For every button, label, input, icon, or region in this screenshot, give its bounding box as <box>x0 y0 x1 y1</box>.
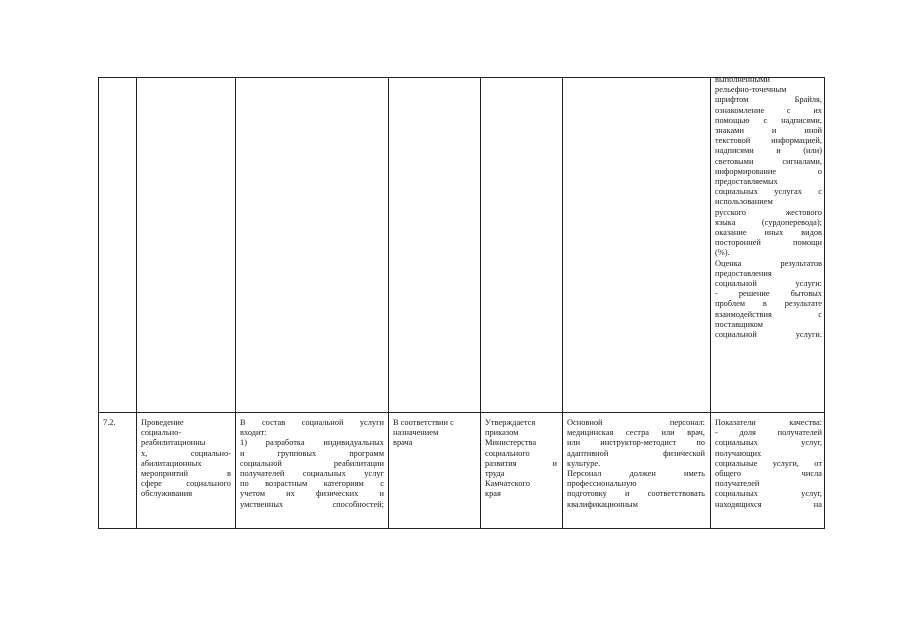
row-number: 7.2. <box>103 418 116 427</box>
service-content-line: социальной реабилитации <box>240 458 384 468</box>
quality-text-line: помощью с надписями, <box>715 115 822 125</box>
quality-indicator-line: социальных услуг, <box>715 438 822 448</box>
quality-indicator-line: Показатели качества: <box>715 418 822 427</box>
approval-line: социального <box>485 448 530 458</box>
staff-line: адаптивной физической <box>567 448 705 458</box>
service-term-line: В соответствии с <box>393 418 454 427</box>
service-name-line: Проведение <box>141 418 184 427</box>
table-border <box>136 77 137 529</box>
quality-text-line: предоставления <box>715 268 772 278</box>
approval-line: развития и <box>485 458 557 468</box>
quality-indicator-line: находящихся на <box>715 499 822 509</box>
service-term-cell <box>393 418 475 449</box>
staff-line: медицинская сестра или врач, <box>567 428 705 438</box>
staff-line: квалификационным <box>567 499 638 509</box>
table-border <box>562 77 563 529</box>
service-content-line: 1) разработка индивидуальных <box>240 438 384 448</box>
service-name-line: обслуживания <box>141 489 193 499</box>
quality-text-line: знаками и иной <box>715 126 822 136</box>
approval-line: Утверждается <box>485 418 536 427</box>
quality-indicator-line: социальных услуг, <box>715 489 822 499</box>
service-name-line: абилитационных <box>141 458 202 468</box>
approval-line: труда <box>485 469 505 479</box>
service-content-line: входит: <box>240 428 267 438</box>
quality-text-line: социальных услугах с <box>715 187 822 197</box>
service-content-line: В состав социальной услуги <box>240 418 384 427</box>
quality-text-line: (%). <box>715 248 730 258</box>
quality-text-line: проблем в результате <box>715 299 822 309</box>
quality-text-line: надписями и (или) <box>715 146 822 156</box>
quality-text-line: использованием <box>715 197 773 207</box>
quality-text-line: русского жестового <box>715 207 822 217</box>
approval-line: Камчатского <box>485 479 530 489</box>
quality-indicator-line: получающих <box>715 448 762 458</box>
approval-line: края <box>485 489 501 499</box>
approval-line: Министерства <box>485 438 537 448</box>
quality-indicators-cell <box>715 418 822 510</box>
approval-line: приказом <box>485 428 519 438</box>
quality-text-line: оказание иных видов <box>715 228 822 238</box>
quality-text-line: информирование о <box>715 166 822 176</box>
staff-line: или инструктор-методист по <box>567 438 705 448</box>
service-content-line: по возрастным категориям с <box>240 479 384 489</box>
staff-line: Персонал должен иметь <box>567 469 705 479</box>
quality-text-line: предоставляемых <box>715 177 778 187</box>
quality-indicator-line: общего числа <box>715 469 822 479</box>
quality-text-line: шрифтом Брайля, <box>715 95 822 105</box>
service-term-line: врача <box>393 438 413 448</box>
quality-text-line: языка (сурдоперевода); <box>715 217 822 227</box>
service-content-line: и групповых программ <box>240 448 384 458</box>
table-border <box>98 528 825 529</box>
quality-indicator-line: социальные услуги, от <box>715 458 822 468</box>
service-content-line: умственных способностей; <box>240 499 384 509</box>
quality-text-line: ознакомление с их <box>715 105 822 115</box>
quality-text-line: световыми сигналами, <box>715 156 822 166</box>
quality-text-line: рельефно-точечным <box>715 85 787 95</box>
service-content-line: получателей социальных услуг <box>240 469 384 479</box>
service-content-line: учетом их физических и <box>240 489 384 499</box>
quality-text-line: посторонней помощи <box>715 238 822 248</box>
continued-quality-cell <box>715 75 822 340</box>
staff-line: подготовку и соответствовать <box>567 489 705 499</box>
table-border <box>388 77 389 529</box>
quality-indicator-line: - доля получателей <box>715 428 822 438</box>
service-content-cell <box>240 418 384 510</box>
quality-text-line: поставщиком <box>715 319 763 329</box>
staff-line: Основной персонал: <box>567 418 705 427</box>
service-term-line: назначением <box>393 428 439 438</box>
approval-cell <box>485 418 557 500</box>
quality-text-line: выполненными <box>715 75 770 84</box>
staff-line: профессиональную <box>567 479 637 489</box>
table-border <box>98 412 825 413</box>
table-border <box>235 77 236 529</box>
quality-text-line: социальной услуги: <box>715 279 822 289</box>
staff-line: культуре. <box>567 458 601 468</box>
service-name-line: сфере социального <box>141 479 231 489</box>
staff-cell <box>567 418 705 510</box>
services-table <box>98 77 825 529</box>
quality-text-line: текстовой информацией, <box>715 136 822 146</box>
quality-indicator-line: получателей <box>715 479 760 489</box>
service-name-line: мероприятий в <box>141 469 231 479</box>
quality-text-line: взаимодействия с <box>715 309 822 319</box>
service-name-line: реабилитационны <box>141 438 206 448</box>
quality-text-line: - решение бытовых <box>715 289 822 299</box>
table-border <box>98 77 99 529</box>
table-border <box>480 77 481 529</box>
table-border <box>710 77 711 529</box>
service-name-cell <box>141 418 231 500</box>
service-name-line: х, социально- <box>141 448 231 458</box>
table-border <box>824 77 825 529</box>
quality-text-line: Оценка результатов <box>715 258 822 268</box>
service-name-line: социально- <box>141 428 182 438</box>
quality-text-line: социальной услуги. <box>715 330 822 340</box>
